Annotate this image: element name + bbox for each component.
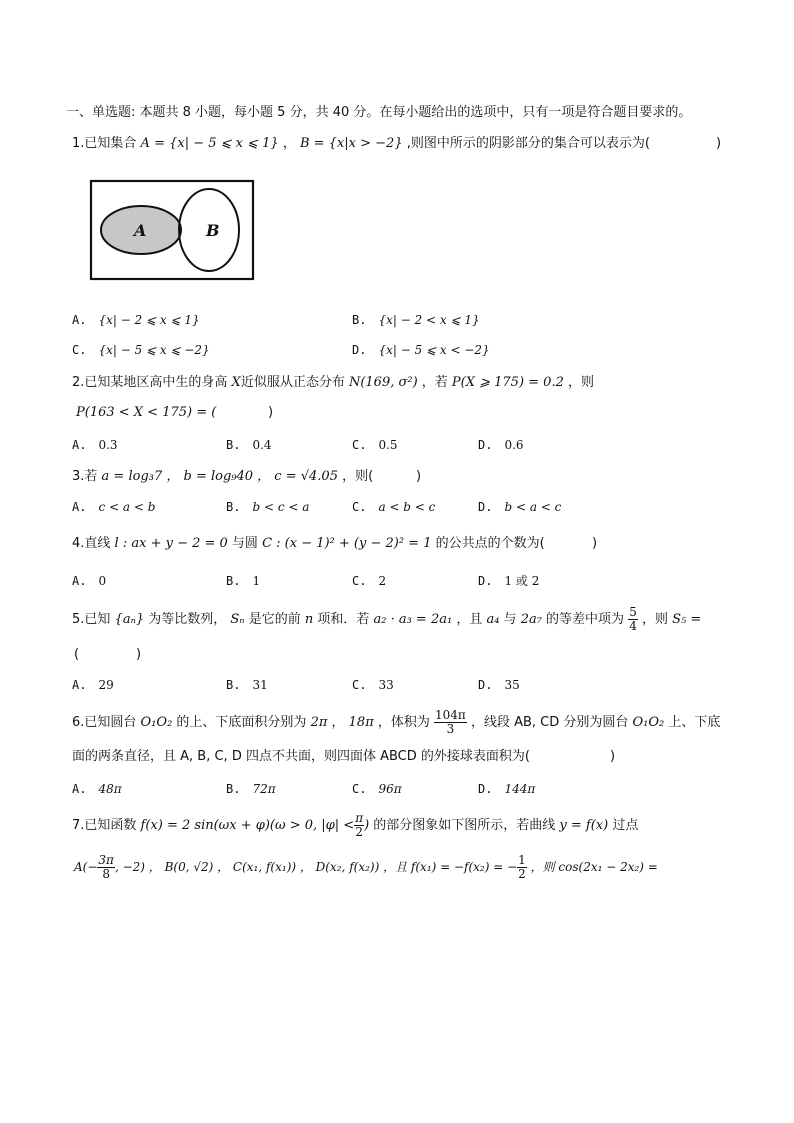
q4-line-eq: l : ax + y − 2 = 0 bbox=[114, 536, 228, 551]
q6-frac-num: 104π bbox=[435, 708, 466, 722]
q7-text-b: 的部分图象如下图所示，若曲线 bbox=[369, 818, 560, 833]
q5-var-n: n bbox=[304, 612, 314, 627]
question-4-stem bbox=[72, 535, 545, 553]
q2-text-c: ，若 bbox=[417, 375, 452, 390]
section-heading: 一、单选题: 本题共 8 小题，每小题 5 分，共 40 分。在每小题给出的选项中，只有一项是符合题目要求的。 bbox=[66, 105, 692, 120]
q1-option-d-value: {x| − 5 ⩽ x < −2} bbox=[378, 343, 490, 357]
q5-text-h: ，则 bbox=[637, 612, 673, 627]
q6-text-d: ，体积为 bbox=[373, 715, 435, 730]
q5-a7: 2a₇ bbox=[520, 612, 542, 627]
q5-option-b-value: 31 bbox=[252, 678, 268, 692]
q5-option-a[interactable]: A. 29 bbox=[72, 678, 114, 692]
q6-option-d[interactable]: D. 144π bbox=[478, 782, 536, 796]
q7-text-c: 过点 bbox=[608, 818, 639, 833]
q6-text-e: ，线段 AB, CD 分别为圆台 bbox=[466, 715, 633, 730]
q1-option-b[interactable]: B. {x| − 2 < x ⩽ 1} bbox=[352, 313, 480, 327]
q1-text: 1.已知集合 bbox=[72, 136, 141, 151]
q4-option-c-value: 2 bbox=[378, 574, 387, 588]
q5-text-a: 5.已知 bbox=[72, 612, 115, 627]
q6-option-c-value: 96π bbox=[378, 782, 402, 796]
q4-option-a[interactable]: A. 0 bbox=[72, 574, 107, 588]
q6-upper-area: 2π bbox=[310, 715, 328, 730]
q7-points: , −2) ， B(0, √2) ， C(x₁, f(x₁)) ， D(x₂, f(x₂)) ，且 f(x₁) = −f(x₂) = − bbox=[114, 860, 518, 874]
q1-set-b: B = {x|x > −2} bbox=[299, 136, 403, 151]
q6-frustum: O₁O₂ bbox=[140, 715, 173, 730]
q2-option-d[interactable]: D. 0.6 bbox=[478, 438, 524, 452]
q4-option-a-value: 0 bbox=[98, 574, 107, 588]
q5-text-e: ，且 bbox=[452, 612, 487, 627]
q3-option-c[interactable]: C. a < b < c bbox=[352, 500, 436, 514]
q5-option-c-value: 33 bbox=[378, 678, 394, 692]
q2-probability: P(X ⩾ 175) = 0.2 bbox=[451, 375, 564, 390]
q5-option-d[interactable]: D. 35 bbox=[478, 678, 520, 692]
q7-point-a-pre: A(− bbox=[74, 860, 98, 874]
q2-text-d: ，则 bbox=[563, 375, 594, 390]
q2-option-c[interactable]: C. 0.5 bbox=[352, 438, 398, 452]
venn-diagram bbox=[88, 178, 256, 282]
q3-option-a[interactable]: A. c < a < b bbox=[72, 500, 156, 514]
q3-answer-close: ) bbox=[416, 469, 422, 484]
q5-answer-open: ( bbox=[74, 647, 80, 662]
q7-frac2-num: 3π bbox=[98, 853, 114, 867]
q5-fraction bbox=[628, 606, 638, 633]
q6-frac-den: 3 bbox=[446, 722, 455, 736]
q1-option-b-value: {x| − 2 < x ⩽ 1} bbox=[378, 313, 480, 327]
q2-text-b: 近似服从正态分布 bbox=[240, 375, 349, 390]
q4-answer-close: ) bbox=[592, 536, 598, 551]
q1-text-b: ,则图中所示的阴影部分的集合可以表示为( bbox=[402, 136, 650, 151]
q4-text-b: 与圆 bbox=[227, 536, 263, 551]
q3-option-c-value: a < b < c bbox=[378, 500, 436, 514]
q6-option-b[interactable]: B. 72π bbox=[226, 782, 276, 796]
venn-label-a: A bbox=[134, 221, 147, 240]
q7-frac3-den: 2 bbox=[518, 867, 526, 881]
q1-option-a[interactable]: A. {x| − 2 ⩽ x ⩽ 1} bbox=[72, 313, 200, 327]
q3-option-a-value: c < a < b bbox=[98, 500, 156, 514]
q4-option-d-value: 1 或 2 bbox=[504, 574, 540, 588]
q5-text-g: 的等差中项为 bbox=[541, 612, 629, 627]
q5-frac-den: 4 bbox=[629, 619, 637, 633]
q7-frac3-num: 1 bbox=[518, 853, 526, 867]
q5-answer-close: ) bbox=[136, 647, 142, 662]
q4-option-b[interactable]: B. 1 bbox=[226, 574, 261, 588]
q7-function: f(x) = 2 sin(ωx + φ)(ω > 0, |φ| < bbox=[140, 818, 355, 833]
q6-text-a: 6.已知圆台 bbox=[72, 715, 141, 730]
q6-line-2: 面的两条直径，且 A, B, C, D 四点不共面，则四面体 ABCD 的外接球表面积为( bbox=[72, 749, 530, 764]
q6-text-f: 上、下底 bbox=[664, 715, 721, 730]
q6-frustum-2: O₁O₂ bbox=[632, 715, 665, 730]
q6-option-a[interactable]: A. 48π bbox=[72, 782, 122, 796]
q2-option-a[interactable]: A. 0.3 bbox=[72, 438, 118, 452]
q4-text-c: 的公共点的个数为( bbox=[431, 536, 545, 551]
q3-option-b-value: b < c < a bbox=[252, 500, 310, 514]
q7-line-2 bbox=[74, 852, 658, 882]
q2-var-x: X bbox=[231, 375, 241, 390]
q2-line-2: P(163 < X < 175) = ( bbox=[76, 405, 217, 420]
q4-option-b-value: 1 bbox=[252, 574, 261, 588]
q5-sum: Sₙ bbox=[230, 612, 245, 627]
q7-frac1-num: π bbox=[355, 811, 364, 825]
q2-option-b-value: 0.4 bbox=[252, 438, 272, 452]
q5-option-b[interactable]: B. 31 bbox=[226, 678, 268, 692]
q7-curve: y = f(x) bbox=[559, 818, 609, 833]
q2-option-c-value: 0.5 bbox=[378, 438, 398, 452]
q1-option-a-value: {x| − 2 ⩽ x ⩽ 1} bbox=[98, 313, 200, 327]
question-3-stem bbox=[72, 468, 373, 486]
q5-condition: a₂ · a₃ = 2a₁ bbox=[373, 612, 453, 627]
q6-option-d-value: 144π bbox=[504, 782, 536, 796]
question-6-stem bbox=[72, 708, 720, 738]
q6-text-b: 的上、下底面积分别为 bbox=[172, 715, 311, 730]
q2-distribution: N(169, σ²) bbox=[348, 375, 418, 390]
q1-option-c[interactable]: C. {x| − 5 ⩽ x ⩽ −2} bbox=[72, 343, 210, 357]
q3-math: a = log₃7 ， b = log₉40 ， c = √4.05 bbox=[101, 469, 338, 484]
q5-text-d: 项和．若 bbox=[313, 612, 374, 627]
q3-option-b[interactable]: B. b < c < a bbox=[226, 500, 310, 514]
q6-lower-area: 18π bbox=[348, 715, 374, 730]
q7-fraction-3 bbox=[517, 854, 527, 881]
q5-frac-num: 5 bbox=[629, 605, 637, 619]
question-1-stem: 1.已知集合 A = {x| − 5 ⩽ x ⩽ 1} ， B = {x|x > −2} ,则图中所示的阴影部分的集合可以表示为( bbox=[72, 136, 650, 151]
q3-text-b: ，则( bbox=[337, 469, 374, 484]
q5-text-f: 与 bbox=[499, 612, 521, 627]
q2-answer-close: ) bbox=[268, 405, 274, 420]
q5-option-a-value: 29 bbox=[98, 678, 114, 692]
q6-answer-close: ) bbox=[610, 749, 616, 764]
question-7-stem bbox=[72, 812, 638, 840]
q4-option-d[interactable]: D. 1 或 2 bbox=[478, 574, 540, 588]
q7-text-a: 7.已知函数 bbox=[72, 818, 141, 833]
q7-fraction-2 bbox=[97, 854, 115, 881]
venn-label-b: B bbox=[206, 221, 220, 240]
q7-frac1-den: 2 bbox=[355, 825, 363, 839]
q6-option-b-value: 72π bbox=[252, 782, 276, 796]
q3-option-d[interactable]: D. b < a < c bbox=[478, 500, 562, 514]
q5-s5: S₅ = bbox=[672, 612, 702, 627]
q7-fraction-1 bbox=[354, 812, 364, 839]
q7-tail: ，则 cos(2x₁ − 2x₂) = bbox=[526, 860, 658, 874]
q4-text-a: 4.直线 bbox=[72, 536, 115, 551]
q6-text-c: ， bbox=[327, 715, 349, 730]
q5-option-c[interactable]: C. 33 bbox=[352, 678, 394, 692]
q5-seq: {aₙ} bbox=[114, 612, 145, 627]
q5-text-c: 是它的前 bbox=[244, 612, 305, 627]
q6-volume-fraction bbox=[434, 709, 467, 736]
question-5-stem bbox=[72, 606, 701, 633]
q7-function-end: ) bbox=[364, 818, 370, 833]
q1-set-a: A = {x| − 5 ⩽ x ⩽ 1} bbox=[140, 136, 279, 151]
q6-option-c[interactable]: C. 96π bbox=[352, 782, 402, 796]
q5-text-b: 为等比数列， bbox=[144, 612, 231, 627]
q3-option-d-value: b < a < c bbox=[504, 500, 562, 514]
q2-option-a-value: 0.3 bbox=[98, 438, 118, 452]
q7-frac2-den: 8 bbox=[102, 867, 110, 881]
q6-option-a-value: 48π bbox=[98, 782, 122, 796]
q3-text-a: 3.若 bbox=[72, 469, 102, 484]
q2-option-b[interactable]: B. 0.4 bbox=[226, 438, 272, 452]
q1-answer-close: ) bbox=[716, 136, 722, 151]
q2-text-a: 2.已知某地区高中生的身高 bbox=[72, 375, 232, 390]
q1-option-d[interactable]: D. {x| − 5 ⩽ x < −2} bbox=[352, 343, 490, 357]
question-2-stem bbox=[72, 374, 594, 392]
q5-option-d-value: 35 bbox=[504, 678, 520, 692]
q1-option-c-value: {x| − 5 ⩽ x ⩽ −2} bbox=[98, 343, 210, 357]
q4-circle-eq: C : (x − 1)² + (y − 2)² = 1 bbox=[262, 536, 432, 551]
q5-a4: a₄ bbox=[486, 612, 500, 627]
q4-option-c[interactable]: C. 2 bbox=[352, 574, 387, 588]
q2-option-d-value: 0.6 bbox=[504, 438, 524, 452]
